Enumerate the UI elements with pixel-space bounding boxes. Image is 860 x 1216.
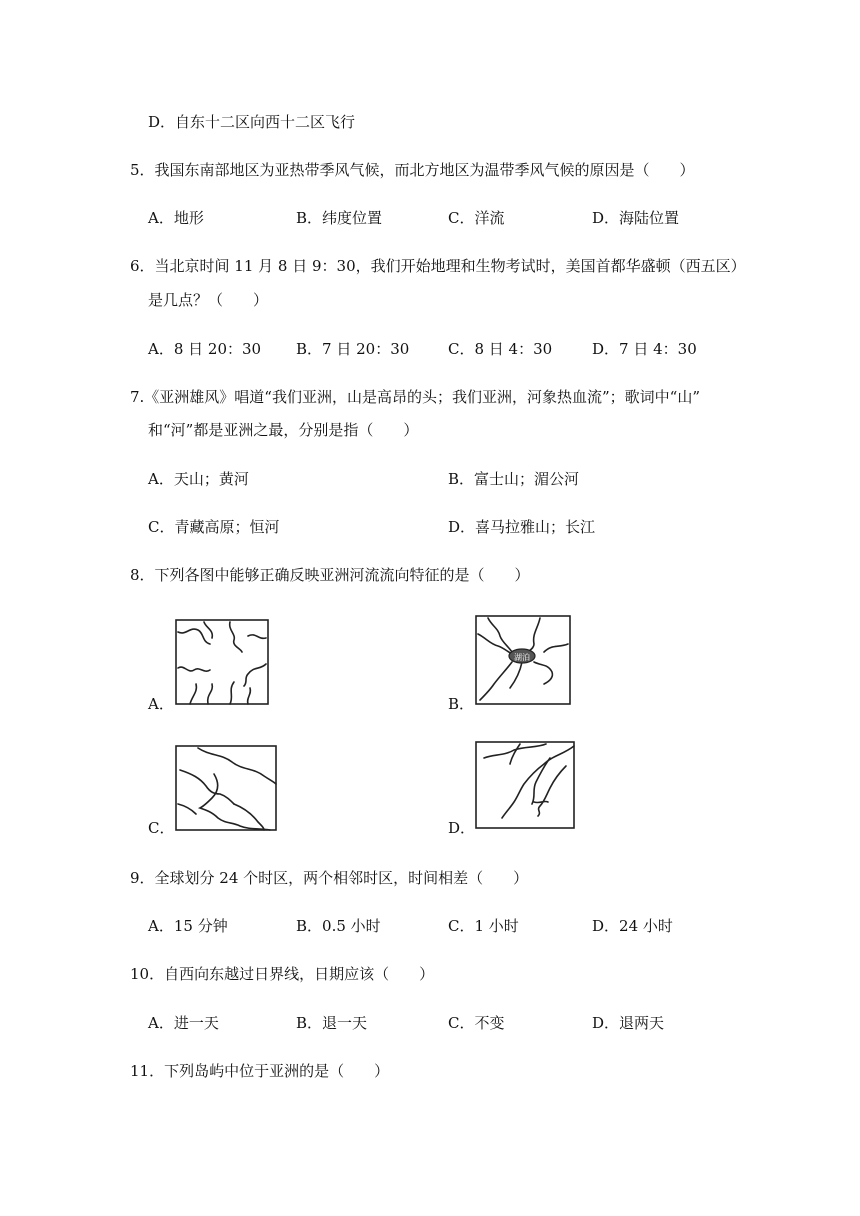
q9-option-a: A．15 分钟 <box>148 917 228 935</box>
q10-option-c: C．不变 <box>448 1014 505 1032</box>
q6-option-d: D．7 日 4：30 <box>592 340 697 358</box>
q6-option-b: B．7 日 20：30 <box>296 340 410 358</box>
q8-figure-c-map <box>174 744 278 832</box>
q5-option-a: A．地形 <box>148 209 204 227</box>
q8-figure-d-map <box>474 740 576 830</box>
q5-option-b: B．纬度位置 <box>296 209 383 227</box>
q10-stem: 10．自西向东越过日界线，日期应该（ ） <box>130 965 435 983</box>
q9-option-c: C．1 小时 <box>448 917 519 935</box>
q10-option-b: B．退一天 <box>296 1014 368 1032</box>
q7-stem-line2: 和“河”都是亚洲之最，分别是指（ ） <box>148 421 419 439</box>
q7-stem-line1: 7.《亚洲雄风》唱道“我们亚洲，山是高昂的头；我们亚洲，河象热血流”；歌词中“山” <box>130 388 700 406</box>
q10-option-d: D．退两天 <box>592 1014 665 1032</box>
q8-figure-d-label: D． <box>448 819 476 837</box>
q8-figure-b-label: B． <box>448 695 475 713</box>
q6-option-a: A．8 日 20：30 <box>148 340 262 358</box>
q8-figure-b-map <box>474 614 572 706</box>
q8-figure-c-label: C． <box>148 819 175 837</box>
q8-stem: 8．下列各图中能够正确反映亚洲河流流向特征的是（ ） <box>130 566 530 584</box>
q5-stem: 5．我国东南部地区为亚热带季风气候，而北方地区为温带季风气候的原因是（ ） <box>130 161 695 179</box>
q8-figure-a-label: A． <box>148 695 174 713</box>
q9-stem: 9．全球划分 24 个时区，两个相邻时区，时间相差（ ） <box>130 869 529 887</box>
q7-option-a: A．天山；黄河 <box>148 470 249 488</box>
q6-option-c: C．8 日 4：30 <box>448 340 553 358</box>
q4-option-d: D．自东十二区向西十二区飞行 <box>148 113 356 131</box>
q9-option-b: B．0.5 小时 <box>296 917 381 935</box>
q9-option-d: D．24 小时 <box>592 917 673 935</box>
q7-option-c: C．青藏高原；恒河 <box>148 518 280 536</box>
q7-option-d: D．喜马拉雅山；长江 <box>448 518 596 536</box>
q5-option-c: C．洋流 <box>448 209 505 227</box>
q8-figure-b-lake-label: 湖泊 <box>514 653 530 662</box>
q7-option-b: B．富士山；湄公河 <box>448 470 580 488</box>
q6-stem-line1: 6．当北京时间 11 月 8 日 9：30，我们开始地理和生物考试时，美国首都华盛顿（西五区） <box>130 257 746 275</box>
q5-option-d: D．海陆位置 <box>592 209 680 227</box>
q10-option-a: A．进一天 <box>148 1014 219 1032</box>
q11-stem: 11．下列岛屿中位于亚洲的是（ ） <box>130 1062 390 1080</box>
q8-figure-a-map <box>174 618 270 706</box>
q6-stem-line2: 是几点？（ ） <box>148 291 269 309</box>
